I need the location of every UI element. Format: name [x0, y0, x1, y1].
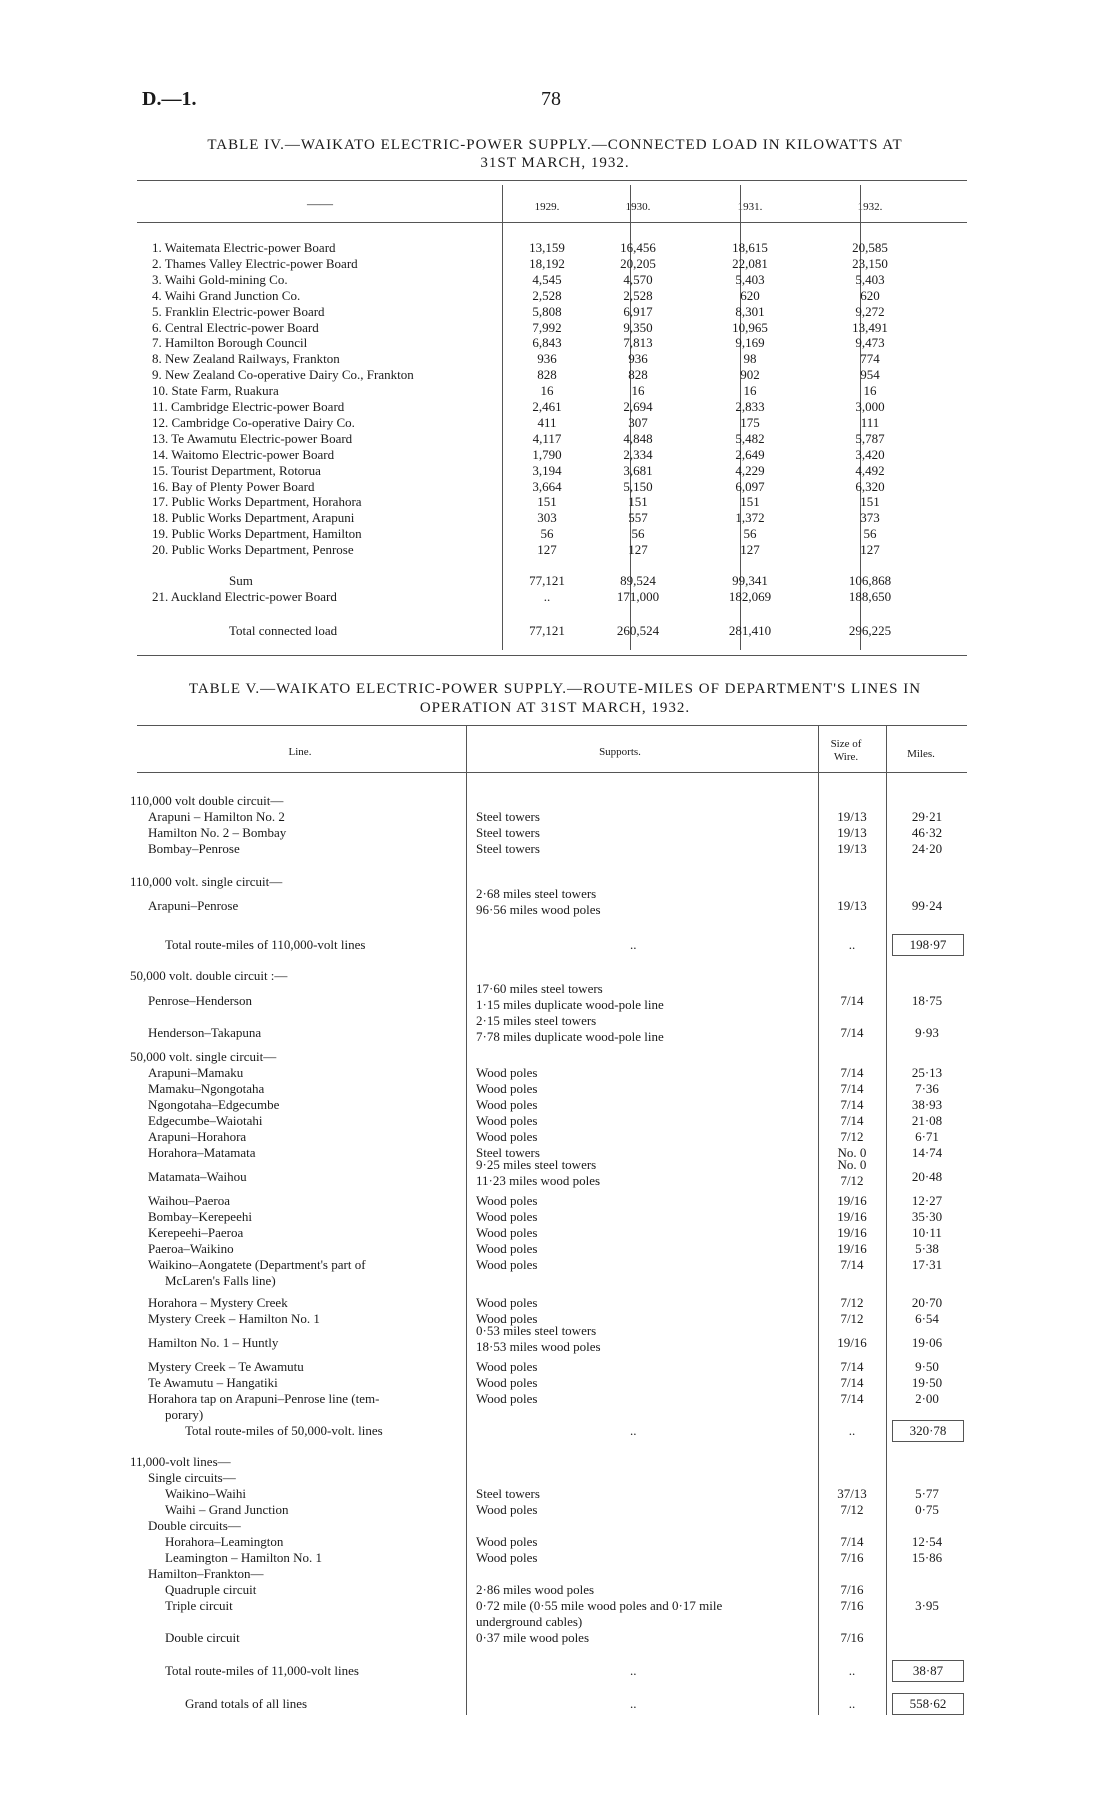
table-v-divider-1 [466, 725, 467, 1715]
table-iv-title-line1: TABLE IV.—WAIKATO ELECTRIC-POWER SUPPLY.—CONNECTED LOAD IN KILOWATTS AT [207, 137, 903, 153]
wire-size: 7/14 [840, 1113, 864, 1128]
miles-value: 18·75 [911, 993, 943, 1008]
wire-size: 7/12 [840, 1129, 864, 1144]
wire-size: 7/14 [840, 1025, 864, 1040]
table-cell-value: 127 [740, 542, 760, 558]
table-row-label: 3. Waihi Gold-mining Co. [152, 271, 288, 287]
auckland-value: 188,650 [848, 589, 892, 604]
table-cell-value: 127 [628, 542, 648, 558]
auckland-value: .. [543, 589, 551, 604]
miles-value: 15·86 [911, 1550, 943, 1565]
miles-value: 19·50 [911, 1375, 943, 1390]
table-cell-value: 1,790 [532, 446, 562, 462]
table-cell-value: 23,150 [852, 255, 888, 271]
supports-text: Wood poles [476, 1375, 538, 1390]
wire-size: 19/13 [837, 825, 867, 840]
table-cell-value: 10,965 [732, 319, 768, 335]
table-cell-value: 373 [860, 510, 880, 526]
table-cell-value: 5,403 [855, 271, 885, 287]
table-cell-value: 3,000 [855, 399, 885, 414]
wire-size: 7/12 [840, 1311, 864, 1326]
table-cell-value: 2,833 [735, 399, 765, 414]
line-name: Arapuni–Horahora [148, 1129, 247, 1144]
total-value: 281,410 [728, 623, 772, 638]
table-cell-value: 411 [537, 414, 557, 430]
table-cell-value: 303 [537, 510, 557, 526]
table-cell-value: 13,159 [529, 240, 565, 255]
table-cell-value: 20,205 [620, 255, 656, 271]
miles-value: 21·08 [911, 1113, 943, 1128]
table-row-label: 14. Waitomo Electric-power Board [152, 446, 335, 462]
supports-text: 0·37 mile wood poles [476, 1630, 590, 1645]
wire-size: 7/12 [840, 1173, 864, 1188]
table-cell-value: 4,117 [532, 430, 562, 446]
line-name: Paeroa–Waikino [148, 1241, 234, 1256]
miles-value: 6·71 [915, 1129, 939, 1144]
table-cell-value: 9,473 [855, 335, 885, 351]
table-cell-value: 16 [743, 383, 757, 399]
sum-value: 106,868 [848, 573, 892, 588]
table-cell-value: 828 [628, 367, 648, 383]
table-iv-title-line2: 31ST MARCH, 1932. [480, 155, 630, 171]
line-name: Bombay–Penrose [148, 841, 240, 856]
miles-value: 558·62 [892, 1693, 964, 1715]
sum-row-label: Sum [229, 573, 253, 588]
table-cell-value: 9,350 [623, 319, 653, 335]
wire-size: 7/14 [840, 1391, 864, 1406]
line-name: Penrose–Henderson [148, 993, 252, 1008]
table-cell-value: 936 [537, 351, 557, 367]
table-cell-value: 56 [863, 526, 877, 542]
line-name: Waikino–Aongatete (Department's part of [148, 1257, 366, 1272]
total-value: 296,225 [848, 623, 892, 638]
supports-text: 0·53 miles steel towers [476, 1323, 597, 1338]
table-cell-value: 6,097 [735, 478, 765, 494]
table-cell-value: 3,664 [532, 478, 562, 494]
table-row-label: 5. Franklin Electric-power Board [152, 303, 325, 319]
table-cell-value: 151 [860, 494, 880, 510]
col-header-supports: Supports. [599, 746, 641, 758]
line-name: Leamington – Hamilton No. 1 [165, 1550, 323, 1565]
table-cell-value: 127 [537, 542, 557, 558]
table-iv-bottom-rule [137, 655, 967, 656]
miles-value: 24·20 [911, 841, 943, 856]
line-name: Te Awamutu – Hangatiki [148, 1375, 278, 1390]
supports-text: 11·23 miles wood poles [476, 1173, 601, 1188]
line-name: Waihou–Paeroa [148, 1193, 230, 1208]
wire-size: 19/13 [837, 898, 867, 913]
supports-text: 2·86 miles wood poles [476, 1582, 595, 1597]
wire-size: 7/14 [840, 1065, 864, 1080]
table-row-label: 12. Cambridge Co-operative Dairy Co. [152, 414, 355, 430]
wire-size: 7/16 [840, 1598, 864, 1613]
supports-text: .. [630, 1696, 637, 1711]
supports-text: underground cables) [476, 1614, 583, 1629]
miles-value: 46·32 [911, 825, 943, 840]
supports-text: Wood poles [476, 1097, 538, 1112]
miles-value: 9·93 [915, 1025, 939, 1040]
wire-size: 7/14 [840, 1359, 864, 1374]
table-row-label: 15. Tourist Department, Rotorua [152, 462, 321, 478]
supports-text: Steel towers [476, 825, 540, 840]
miles-value: 5·38 [915, 1241, 939, 1256]
column-header-1: 1930. [625, 201, 651, 213]
table-cell-value: 5,482 [735, 430, 765, 446]
line-name: Single circuits— [148, 1470, 236, 1485]
table-v-top-rule [137, 725, 967, 726]
supports-text: 2·15 miles steel towers [476, 1013, 597, 1028]
line-name: 50,000 volt. single circuit— [130, 1049, 277, 1064]
table-row-label: 19. Public Works Department, Hamilton [152, 526, 362, 542]
table-cell-value: 1,372 [735, 510, 765, 526]
table-v-title-line1: TABLE V.—WAIKATO ELECTRIC-POWER SUPPLY.—ROUTE-MILES OF DEPARTMENT'S LINES IN [188, 681, 922, 697]
col-header-line: Line. [288, 746, 312, 758]
table-cell-value: 5,787 [855, 430, 885, 446]
supports-text: Wood poles [476, 1209, 538, 1224]
line-name: Mystery Creek – Hamilton No. 1 [148, 1311, 320, 1326]
table-cell-value: 902 [740, 367, 760, 383]
table-v-title-line2: OPERATION AT 31ST MARCH, 1932. [419, 700, 691, 716]
table-cell-value: 6,843 [532, 335, 562, 351]
miles-value: 25·13 [911, 1065, 943, 1080]
line-name: 110,000 volt double circuit— [130, 793, 284, 808]
line-name: porary) [165, 1407, 204, 1422]
table-cell-value: 3,194 [532, 462, 562, 478]
column-header-2: 1931. [737, 201, 763, 213]
line-name: Horahora tap on Arapuni–Penrose line (tem- [148, 1391, 380, 1406]
column-header-3: 1932. [857, 201, 883, 213]
table-cell-value: 5,403 [735, 271, 765, 287]
table-cell-value: 22,081 [732, 255, 768, 271]
line-name: 110,000 volt. single circuit— [130, 874, 283, 889]
table-cell-value: 18,615 [732, 240, 768, 255]
supports-text: .. [630, 937, 637, 952]
table-cell-value: 2,334 [623, 446, 653, 462]
line-name: Hamilton No. 2 – Bombay [148, 825, 287, 840]
supports-text: 96·56 miles wood poles [476, 902, 601, 917]
miles-value: 12·27 [911, 1193, 943, 1208]
table-cell-value: 2,461 [532, 399, 562, 414]
table-cell-value: 16,456 [620, 240, 656, 255]
wire-size: 19/16 [837, 1241, 867, 1256]
col-header-size-of-wire: Size of Wire. [830, 738, 862, 763]
table-cell-value: 151 [740, 494, 760, 510]
supports-text: Wood poles [476, 1391, 538, 1406]
table-iv-divider-0 [502, 185, 503, 650]
wire-size: 19/16 [837, 1193, 867, 1208]
wire-size: 7/14 [840, 1097, 864, 1112]
table-row-label: 20. Public Works Department, Penrose [152, 542, 354, 558]
table-cell-value: 8,301 [735, 303, 765, 319]
miles-value: 20·70 [911, 1295, 943, 1310]
sum-value: 77,121 [529, 573, 565, 588]
miles-value: 9·50 [915, 1359, 939, 1374]
supports-text: Wood poles [476, 1534, 538, 1549]
line-name: Arapuni – Hamilton No. 2 [148, 809, 285, 824]
table-cell-value: 4,570 [623, 271, 653, 287]
table-cell-value: 7,813 [623, 335, 653, 351]
line-name: Bombay–Kerepeehi [148, 1209, 252, 1224]
table-cell-value: 151 [628, 494, 648, 510]
line-name: Total route-miles of 11,000-volt lines [165, 1663, 359, 1678]
miles-value: 38·93 [911, 1097, 943, 1112]
supports-text: 17·60 miles steel towers [476, 981, 603, 996]
wire-size: 19/16 [837, 1335, 867, 1350]
table-cell-value: 4,848 [623, 430, 653, 446]
line-name: Mystery Creek – Te Awamutu [148, 1359, 304, 1374]
table-cell-value: 557 [628, 510, 648, 526]
table-cell-value: 98 [743, 351, 757, 367]
line-name: Double circuit [165, 1630, 240, 1645]
table-cell-value: 620 [740, 287, 760, 303]
line-name: Arapuni–Mamaku [148, 1065, 244, 1080]
supports-text: Wood poles [476, 1081, 538, 1096]
total-row-label: Total connected load [229, 623, 338, 638]
miles-value: 320·78 [892, 1420, 964, 1442]
supports-text: Wood poles [476, 1193, 538, 1208]
table-cell-value: 954 [860, 367, 880, 383]
line-name: Henderson–Takapuna [148, 1025, 262, 1040]
wire-size: 7/16 [840, 1630, 864, 1645]
wire-size: 7/14 [840, 1375, 864, 1390]
table-row-label: 16. Bay of Plenty Power Board [152, 478, 315, 494]
table-row-label: 7. Hamilton Borough Council [152, 335, 308, 351]
wire-size: 7/14 [840, 1534, 864, 1549]
miles-value: 35·30 [911, 1209, 943, 1224]
supports-text: 9·25 miles steel towers [476, 1157, 597, 1172]
wire-size: .. [848, 1663, 856, 1678]
miles-value: 20·48 [911, 1169, 943, 1184]
supports-text: Wood poles [476, 1113, 538, 1128]
wire-size: 7/14 [840, 1257, 864, 1272]
table-row-label: 11. Cambridge Electric-power Board [152, 399, 345, 414]
supports-text: 1·15 miles duplicate wood-pole line [476, 997, 664, 1012]
supports-text: Steel towers [476, 1486, 540, 1501]
table-row-label: 13. Te Awamutu Electric-power Board [152, 430, 353, 446]
wire-size: 7/14 [840, 993, 864, 1008]
total-value: 77,121 [529, 623, 565, 638]
supports-text: Wood poles [476, 1225, 538, 1240]
supports-text: .. [630, 1423, 637, 1438]
table-cell-value: 2,528 [623, 287, 653, 303]
table-row-label: 6. Central Electric-power Board [152, 319, 319, 335]
wire-size: 7/12 [840, 1502, 864, 1517]
table-cell-value: 4,229 [735, 462, 765, 478]
line-name: Kerepeehi–Paeroa [148, 1225, 244, 1240]
table-cell-value: 20,585 [852, 240, 888, 255]
supports-text: Wood poles [476, 1241, 538, 1256]
table-iv-stub-header: —— [307, 196, 333, 211]
supports-text: 7·78 miles duplicate wood-pole line [476, 1029, 664, 1044]
table-row-label: 2. Thames Valley Electric-power Board [152, 255, 358, 271]
table-cell-value: 6,320 [855, 478, 885, 494]
table-v-divider-2 [818, 725, 819, 1715]
miles-value: 0·75 [915, 1502, 939, 1517]
table-cell-value: 828 [537, 367, 557, 383]
miles-value: 3·95 [915, 1598, 939, 1613]
wire-size: No. 0 [837, 1157, 867, 1172]
table-cell-value: 127 [860, 542, 880, 558]
wire-size: 19/13 [837, 841, 867, 856]
supports-text: Wood poles [476, 1502, 538, 1517]
table-cell-value: 6,917 [623, 303, 653, 319]
miles-value: 6·54 [915, 1311, 939, 1326]
table-cell-value: 56 [540, 526, 554, 542]
line-name: Quadruple circuit [165, 1582, 257, 1597]
miles-value: 7·36 [915, 1081, 939, 1096]
line-name: Triple circuit [165, 1598, 233, 1613]
line-name: Total route-miles of 110,000-volt lines [165, 937, 366, 952]
wire-size: 7/12 [840, 1295, 864, 1310]
wire-size: 19/16 [837, 1225, 867, 1240]
miles-value: 10·11 [912, 1225, 942, 1240]
table-cell-value: 16 [631, 383, 645, 399]
supports-text: Wood poles [476, 1359, 538, 1374]
wire-size: 7/14 [840, 1081, 864, 1096]
table-cell-value: 9,272 [855, 303, 885, 319]
column-header-0: 1929. [534, 201, 560, 213]
table-row-label: 4. Waihi Grand Junction Co. [152, 287, 301, 303]
table-cell-value: 936 [628, 351, 648, 367]
line-name: Hamilton No. 1 – Huntly [148, 1335, 279, 1350]
supports-text: Wood poles [476, 1550, 538, 1565]
line-name: McLaren's Falls line) [165, 1273, 276, 1288]
total-value: 260,524 [616, 623, 660, 638]
line-name: Double circuits— [148, 1518, 241, 1533]
line-name: Horahora – Mystery Creek [148, 1295, 288, 1310]
line-name: Edgecumbe–Waiotahi [148, 1113, 263, 1128]
table-cell-value: 56 [631, 526, 645, 542]
wire-size: No. 0 [837, 1145, 867, 1160]
table-cell-value: 5,808 [532, 303, 562, 319]
table-v-header-rule [137, 772, 967, 773]
table-cell-value: 2,649 [735, 446, 765, 462]
miles-value: 29·21 [911, 809, 943, 824]
supports-text: .. [630, 1663, 637, 1678]
line-name: 50,000 volt. double circuit :— [130, 968, 288, 983]
table-v-divider-3 [886, 725, 887, 1715]
document-code: D.—1. [142, 88, 197, 110]
table-cell-value: 111 [860, 414, 880, 430]
line-name: Waihi – Grand Junction [165, 1502, 289, 1517]
table-cell-value: 18,192 [529, 255, 565, 271]
wire-size: 19/16 [837, 1209, 867, 1224]
miles-value: 2·00 [915, 1391, 939, 1406]
auckland-value: 182,069 [728, 589, 772, 604]
table-row-label: 10. State Farm, Ruakura [152, 383, 279, 399]
supports-text: 0·72 mile (0·55 mile wood poles and 0·17 mile [476, 1598, 723, 1613]
supports-text: 18·53 miles wood poles [476, 1339, 601, 1354]
supports-text: Wood poles [476, 1311, 538, 1326]
auckland-row-label: 21. Auckland Electric-power Board [152, 589, 337, 604]
miles-value: 5·77 [915, 1486, 939, 1501]
line-name: Mamaku–Ngongotaha [148, 1081, 265, 1096]
table-cell-value: 307 [628, 414, 648, 430]
table-cell-value: 175 [740, 414, 760, 430]
table-row-label: 9. New Zealand Co-operative Dairy Co., Frankton [152, 367, 414, 383]
table-cell-value: 2,528 [532, 287, 562, 303]
wire-size: .. [848, 937, 856, 952]
line-name: Hamilton–Frankton— [148, 1566, 264, 1581]
line-name: Total route-miles of 50,000-volt. lines [185, 1423, 383, 1438]
line-name: 11,000-volt lines— [130, 1454, 231, 1469]
table-cell-value: 56 [743, 526, 757, 542]
table-iv-top-rule [137, 180, 967, 181]
line-name: Waikino–Waihi [165, 1486, 246, 1501]
auckland-value: 171,000 [616, 589, 660, 604]
wire-size: .. [848, 1696, 856, 1711]
table-cell-value: 7,992 [532, 319, 562, 335]
table-cell-value: 620 [860, 287, 880, 303]
wire-size: .. [848, 1423, 856, 1438]
supports-text: Wood poles [476, 1295, 538, 1310]
miles-value: 198·97 [892, 934, 964, 956]
miles-value: 17·31 [911, 1257, 943, 1272]
wire-size: 7/16 [840, 1550, 864, 1565]
miles-value: 19·06 [911, 1335, 943, 1350]
table-cell-value: 3,681 [623, 462, 653, 478]
line-name: Ngongotaha–Edgecumbe [148, 1097, 280, 1112]
supports-text: 2·68 miles steel towers [476, 886, 597, 901]
miles-value: 99·24 [911, 898, 943, 913]
sum-value: 89,524 [620, 573, 656, 588]
line-name: Grand totals of all lines [185, 1696, 308, 1711]
table-cell-value: 4,545 [532, 271, 562, 287]
table-cell-value: 13,491 [852, 319, 888, 335]
wire-size: 7/16 [840, 1582, 864, 1597]
table-cell-value: 16 [863, 383, 877, 399]
table-cell-value: 9,169 [735, 335, 765, 351]
supports-text: Steel towers [476, 809, 540, 824]
wire-size: 37/13 [837, 1486, 867, 1501]
page-number: 78 [541, 88, 561, 110]
table-cell-value: 774 [860, 351, 880, 367]
table-row-label: 17. Public Works Department, Horahora [152, 494, 362, 510]
supports-text: Steel towers [476, 1145, 540, 1160]
table-cell-value: 16 [540, 383, 554, 399]
miles-value: 38·87 [892, 1660, 964, 1682]
miles-value: 12·54 [911, 1534, 943, 1549]
table-cell-value: 3,420 [855, 446, 885, 462]
supports-text: Wood poles [476, 1065, 538, 1080]
table-iv-header-rule [137, 222, 967, 223]
line-name: Horahora–Leamington [165, 1534, 284, 1549]
table-cell-value: 2,694 [623, 399, 653, 414]
line-name: Horahora–Matamata [148, 1145, 256, 1160]
supports-text: Wood poles [476, 1257, 538, 1272]
wire-size: 19/13 [837, 809, 867, 824]
table-cell-value: 5,150 [623, 478, 653, 494]
table-row-label: 8. New Zealand Railways, Frankton [152, 351, 340, 367]
col-header-miles: Miles. [907, 748, 935, 760]
line-name: Arapuni–Penrose [148, 898, 239, 913]
sum-value: 99,341 [732, 573, 768, 588]
table-cell-value: 151 [537, 494, 557, 510]
supports-text: Wood poles [476, 1129, 538, 1144]
line-name: Matamata–Waihou [148, 1169, 247, 1184]
miles-value: 14·74 [911, 1145, 943, 1160]
table-cell-value: 4,492 [855, 462, 885, 478]
supports-text: Steel towers [476, 841, 540, 856]
table-row-label: 1. Waitemata Electric-power Board [152, 240, 336, 255]
table-row-label: 18. Public Works Department, Arapuni [152, 510, 355, 526]
